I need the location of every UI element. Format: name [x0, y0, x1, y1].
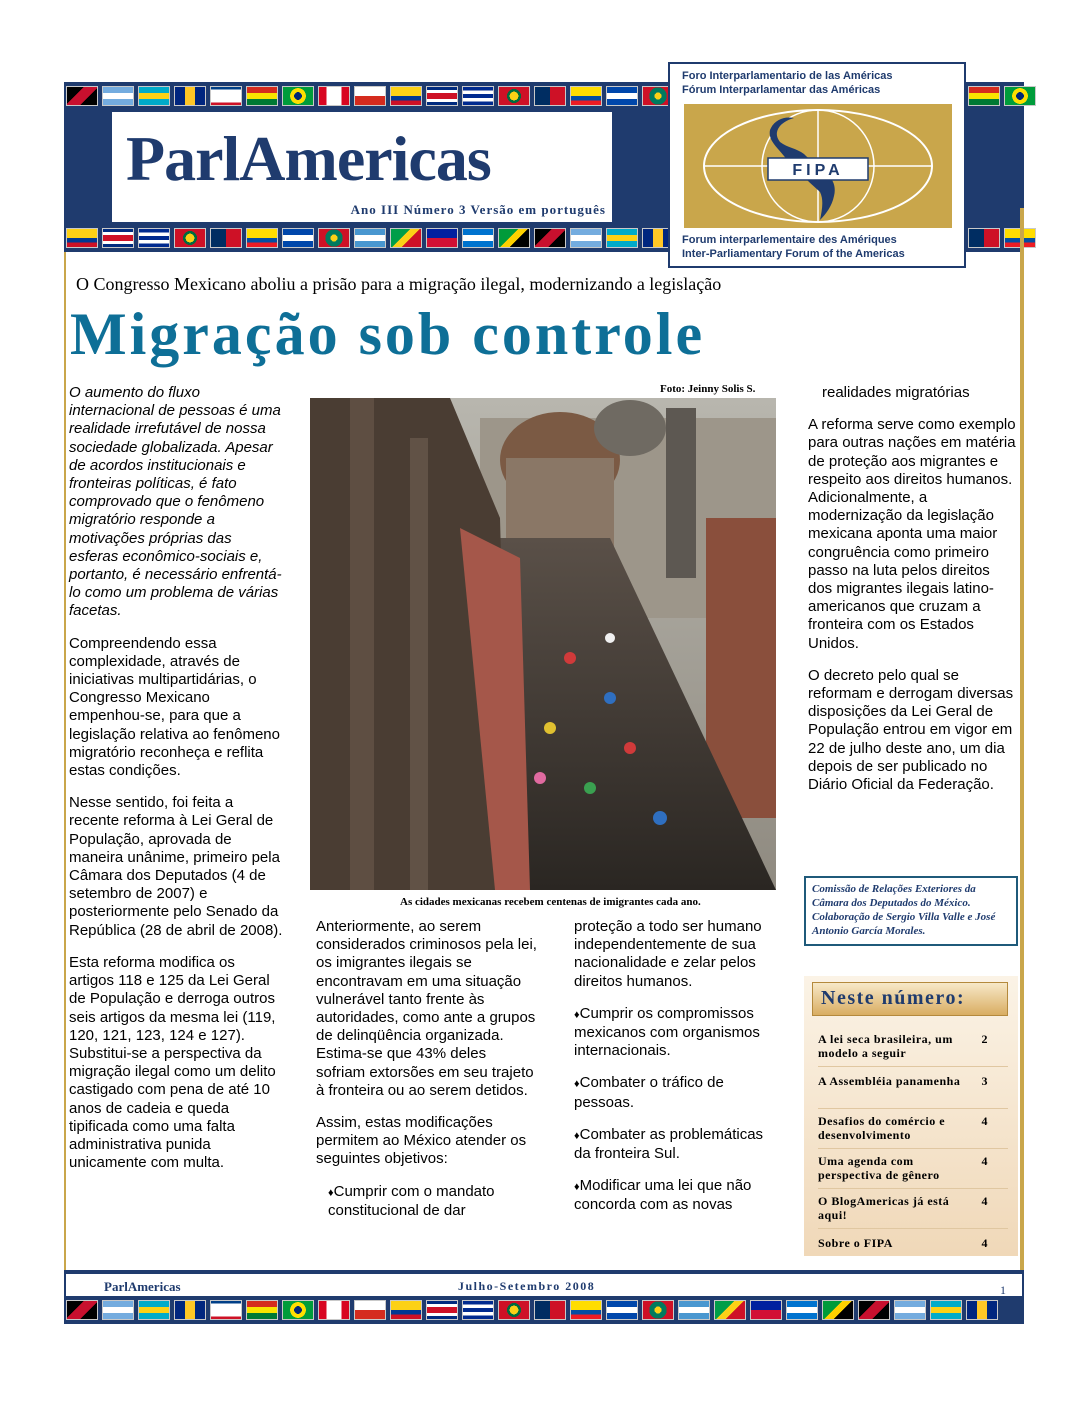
- toc-divider: [818, 1066, 1008, 1067]
- paragraph: Anteriormente, ao serem considerados criminosos pela lei, os imigrantes ilegais se encontravam em uma situação vulnerável tanto frente às autoridades, como ante a grupos de delinqüência organizada. Estima-se que 43% deles sofriam extorsões em seu trajeto à fronteira ou ao serem detidos.: [316, 918, 537, 1099]
- fipa-globe-logo: [684, 104, 952, 228]
- flag-icon: [66, 228, 98, 248]
- flag-icon: [606, 228, 638, 248]
- flag-icon: [138, 228, 170, 248]
- flag-icon: [174, 1300, 206, 1320]
- flag-icon: [930, 1300, 962, 1320]
- photo-caption: As cidades mexicanas recebem centenas de imigrantes cada ano.: [400, 896, 701, 908]
- flag-icon: [968, 228, 1000, 248]
- edition-line: Ano III Número 3 Versão em português: [350, 202, 606, 217]
- flag-icon: [66, 86, 98, 106]
- flag-row-top: [66, 86, 674, 106]
- table-of-contents: [804, 976, 1018, 1256]
- flag-icon: [786, 1300, 818, 1320]
- flag-icon: [102, 86, 134, 106]
- toc-item-title: A lei seca brasileira, um modelo a seguir: [818, 1032, 953, 1060]
- flag-icon: [498, 1300, 530, 1320]
- bullet-item: ♦ Combater as problemáticas da fronteira Sul.: [574, 1126, 774, 1163]
- fipa-name-fr: Forum interparlementaire des Amériques: [682, 234, 897, 246]
- globe-icon: [684, 104, 952, 228]
- toc-item-title: Sobre o FIPA: [818, 1236, 893, 1250]
- flag-icon: [570, 228, 602, 248]
- left-frame-line: [64, 252, 66, 1270]
- flag-icon: [282, 1300, 314, 1320]
- flag-icon: [534, 228, 566, 248]
- toc-item[interactable]: [818, 1114, 1008, 1142]
- fipa-name-en: Inter-Parliamentary Forum of the Americas: [682, 248, 905, 260]
- toc-item-page: 4: [981, 1154, 988, 1168]
- flag-icon: [462, 86, 494, 106]
- flag-icon: [354, 86, 386, 106]
- article-column-2: [316, 918, 538, 1234]
- flag-icon: [246, 228, 278, 248]
- toc-item-page: 4: [981, 1194, 988, 1208]
- toc-divider: [818, 1108, 1008, 1109]
- masthead-box: [110, 110, 614, 224]
- flag-row-bottom: [66, 1300, 998, 1320]
- flag-icon: [174, 228, 206, 248]
- toc-item-title: A Assembléia panamenha: [818, 1074, 961, 1088]
- flag-icon: [66, 1300, 98, 1320]
- toc-item-page: 4: [981, 1114, 988, 1128]
- flag-icon: [462, 228, 494, 248]
- flag-icon: [534, 1300, 566, 1320]
- toc-item[interactable]: [818, 1074, 1008, 1088]
- flag-icon: [318, 86, 350, 106]
- flag-icon: [210, 86, 242, 106]
- fipa-logo-box: [668, 62, 966, 268]
- flag-row-middle-right: [968, 228, 1036, 248]
- flag-icon: [318, 1300, 350, 1320]
- flag-icon: [426, 228, 458, 248]
- article-column-1: [69, 384, 283, 1186]
- flag-icon: [426, 1300, 458, 1320]
- flag-icon: [102, 1300, 134, 1320]
- city-street-photo-icon: [310, 398, 776, 890]
- flag-icon: [210, 228, 242, 248]
- footer-publication: ParlAmericas: [104, 1279, 181, 1294]
- flag-icon: [894, 1300, 926, 1320]
- article-photo: [310, 398, 776, 890]
- paragraph: O decreto pelo qual se reformam e derrogam diversas disposições da Lei Geral de População entrou em vigor em 22 de julho deste ano, um dia depois de ser publicado no Diário Oficial da Federação.: [808, 666, 1014, 794]
- flag-icon: [534, 86, 566, 106]
- flag-icon: [606, 1300, 638, 1320]
- flag-icon: [498, 86, 530, 106]
- toc-divider: [818, 1228, 1008, 1229]
- paragraph: realidades migratórias: [822, 384, 970, 401]
- flag-icon: [606, 86, 638, 106]
- flag-icon: [678, 1300, 710, 1320]
- toc-item-title: Desafios do comércio e desenvolvimento: [818, 1114, 946, 1142]
- toc-item[interactable]: [818, 1236, 1008, 1250]
- flag-icon: [354, 1300, 386, 1320]
- toc-divider: [818, 1188, 1008, 1189]
- flag-icon: [966, 1300, 998, 1320]
- flag-icon: [102, 228, 134, 248]
- flag-icon: [570, 86, 602, 106]
- toc-divider: [818, 1148, 1008, 1149]
- paragraph: Compreendendo essa complexidade, através de iniciativas multipartidárias, o Congresso Mexicano empenhou-se, para que a legislação relativa ao fenômeno migratório reconheça e reflita estas condições.: [69, 634, 280, 780]
- flag-icon: [354, 228, 386, 248]
- paragraph: Assim, estas modificações permitem ao México atender os seguintes objetivos:: [316, 1114, 527, 1168]
- footer-date: Julho-Setembro 2008: [458, 1279, 596, 1293]
- bullet-item: ♦ Cumprir os compromissos mexicanos com organismos internacionais.: [574, 1005, 774, 1061]
- toc-item-page: 4: [981, 1236, 988, 1250]
- article-kicker: O Congresso Mexicano aboliu a prisão para a migração ilegal, modernizando a legislação: [76, 274, 722, 294]
- flag-icon: [642, 1300, 674, 1320]
- bullet-item: ♦ Combater o tráfico de pessoas.: [574, 1074, 774, 1111]
- flag-icon: [462, 1300, 494, 1320]
- bullet-item: ♦ Cumprir com o mandato constitucional de dar: [316, 1183, 538, 1220]
- flag-icon: [318, 228, 350, 248]
- toc-item-page: 3: [981, 1074, 988, 1088]
- flag-icon: [822, 1300, 854, 1320]
- bullet-item: ♦ Modificar uma lei que não concorda com as novas: [574, 1177, 774, 1214]
- toc-item[interactable]: [818, 1154, 1008, 1182]
- masthead-title: ParlAmericas: [126, 123, 491, 194]
- flag-icon: [138, 86, 170, 106]
- photo-credit: Foto: Jeinny Solis S.: [660, 383, 756, 395]
- flag-icon: [282, 86, 314, 106]
- toc-item-title: Uma agenda com perspectiva de gênero: [818, 1154, 940, 1182]
- lead-paragraph: O aumento do fluxo internacional de pessoas é uma realidade irrefutável de nossa sociedade globalizada. Apesar de acordos institucionais e fronteiras políticas, é fato comprovado que o fenômeno migratório responde a motivações próprias das esferas econômico-sociais e, portanto, é necessário enfrentá-lo como um problema de várias facetas.: [69, 384, 282, 620]
- fipa-name-pt: Fórum Interparlamentar das Américas: [682, 84, 881, 96]
- flag-icon: [390, 86, 422, 106]
- flag-icon: [570, 1300, 602, 1320]
- flag-icon: [498, 228, 530, 248]
- flag-row-top-right: [968, 86, 1036, 106]
- flag-icon: [1004, 86, 1036, 106]
- toc-item-page: 2: [981, 1032, 988, 1046]
- toc-header: [812, 982, 1008, 1016]
- author-credit-box: Comissão de Relações Exteriores da Câmara dos Deputados do México. Colaboração de Sergio Villa Valle e José Antonio García Morales.: [804, 876, 1018, 946]
- flag-icon: [210, 1300, 242, 1320]
- paragraph: Nesse sentido, foi feita a recente reforma à Lei Geral de População, aprovada de maneira unânime, primeiro pela Câmara dos Deputados (4 de setembro de 2007) e posteriormente pelo Senado da República (28 de abril de 2008).: [69, 794, 283, 939]
- flag-icon: [138, 1300, 170, 1320]
- article-headline: Migração sob controle: [70, 301, 706, 367]
- paragraph: proteção a todo ser humano independentemente de sua nacionalidade e zelar pelos direitos humanos.: [574, 918, 762, 990]
- toc-item[interactable]: [818, 1194, 1008, 1222]
- fipa-name-es: Foro Interparlamentario de las Américas: [682, 70, 893, 82]
- page-number: 1: [1000, 1283, 1006, 1297]
- flag-icon: [174, 86, 206, 106]
- flag-row-middle: [66, 228, 674, 248]
- right-frame-line: [1020, 208, 1024, 1270]
- article-column-4: [808, 384, 1018, 808]
- flag-icon: [714, 1300, 746, 1320]
- toc-title: Neste número:: [821, 987, 966, 1009]
- toc-item-title: O BlogAmericas já está aqui!: [818, 1194, 950, 1222]
- paragraph: Esta reforma modifica os artigos 118 e 125 da Lei Geral de População e derroga outros seis artigos da mesma lei (119, 120, 121, 123, 124 e 127). Substitui-se a perspectiva da migração ilegal como um delito castigado com pena de até 10 anos de cadeia e queda tipificada como uma falta administrativa punida unicamente com multa.: [69, 953, 276, 1172]
- flag-icon: [968, 86, 1000, 106]
- flag-icon: [750, 1300, 782, 1320]
- flag-icon: [282, 228, 314, 248]
- flag-icon: [246, 86, 278, 106]
- flag-icon: [390, 228, 422, 248]
- flag-icon: [390, 1300, 422, 1320]
- flag-icon: [858, 1300, 890, 1320]
- fipa-logo-text: FIPA: [792, 162, 844, 179]
- flag-icon: [246, 1300, 278, 1320]
- paragraph: A reforma serve como exemplo para outras nações em matéria de proteção aos migrantes e respeito aos direitos humanos. Adicionalmente, a modernização da legislação mexicana aponta uma maior congruência como primeiro passo na luta pelos direitos dos migrantes ilegais latino-americanos que cruzam a fronteira com os Estados Unidos.: [808, 416, 1016, 652]
- toc-item[interactable]: [818, 1032, 1008, 1060]
- article-column-3: [574, 918, 774, 1229]
- flag-icon: [426, 86, 458, 106]
